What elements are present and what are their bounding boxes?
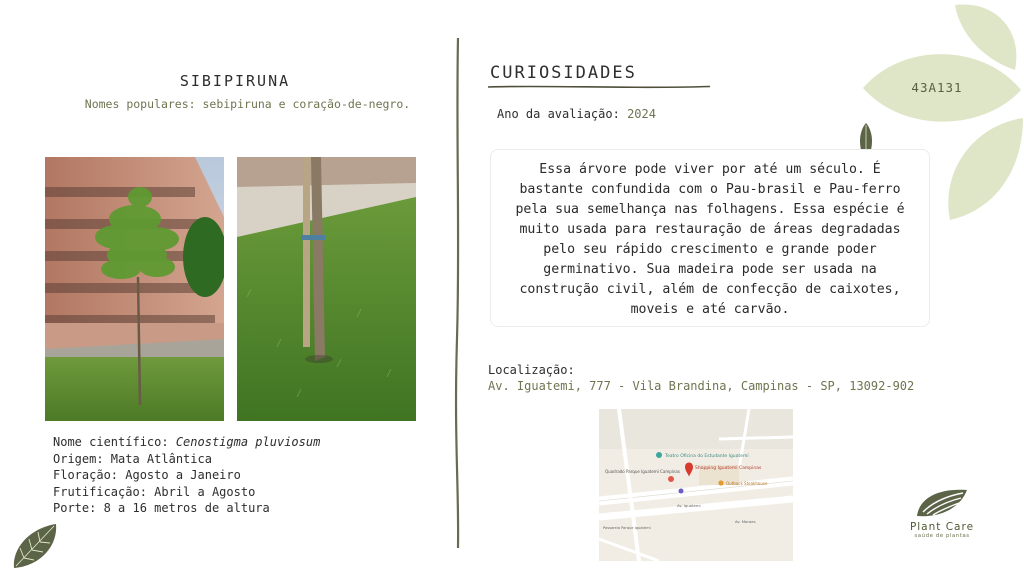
tree-code: 43A131 [911, 80, 963, 95]
poi-quadrado-label: Quadrado Parque Iguatemi Campinas [605, 469, 680, 474]
vertical-divider [452, 38, 464, 548]
street-passarela-label: Passarela Parque Iguatemi [603, 526, 651, 530]
location-map[interactable] [599, 409, 793, 561]
curiosities-title: CURIOSIDADES [490, 63, 637, 83]
poi-quadrado-marker [668, 476, 674, 482]
fruiting-row: Frutificação: Abril a Agosto [53, 484, 256, 499]
brand-logo-icon [913, 486, 971, 520]
location-label: Localização: [488, 363, 575, 377]
evaluation-year-value: 2024 [627, 107, 656, 121]
street-moraes-label: Av. Moraes [735, 519, 756, 524]
tree-photo-trunk [237, 157, 416, 421]
origin-row: Origem: Mata Atlântica [53, 451, 212, 466]
scientific-name-row [53, 434, 433, 451]
leaf-icon [10, 522, 60, 570]
location-address[interactable]: Av. Iguatemi, 777 - Vila Brandina, Campinas - SP, 13092-902 [488, 379, 915, 393]
size-row: Porte: 8 a 16 metros de altura [53, 501, 270, 515]
curiosities-text: Essa árvore pode viver por até um século. É bastante confundida com o Pau-brasil e Pau-ferro pela sua semelhança nas folhagens. Essa espécie é muito usada para restauração de áreas degradadas pelo seu rápido crescimento e grande poder germinativo. Sua madeira pode ser usada na construção civil, além de confecção de caixotes, moveis e até carvão. [490, 149, 930, 327]
poi-outback-label: Outback Steakhouse [726, 481, 768, 486]
evaluation-year-label: Ano da avaliação: [497, 107, 620, 121]
brand-name: Plant Care [909, 521, 975, 533]
species-title: SIBIPIRUNA [179, 72, 291, 90]
tree-photo-building [45, 157, 224, 421]
scientific-name-label: Nome científico: [53, 435, 169, 449]
title-underline [488, 84, 710, 90]
poi-shopping-label: Shopping Iguatemi Campinas [695, 466, 762, 471]
street-iguatemi-label: Av. Iguatemi [677, 503, 701, 508]
species-facts [53, 434, 433, 517]
scientific-name-value: Cenostigma pluviosum [175, 435, 321, 449]
popular-names: Nomes populares: sebipiruna e coração-de-negro. [84, 97, 411, 111]
poi-teatro-label: Teatro Oficina do Estudante Iguatemi [665, 454, 749, 459]
evaluation-year [497, 107, 656, 121]
brand-tagline: saúde de plantas [914, 533, 970, 539]
poi-outback-marker [718, 480, 723, 485]
flowering-row: Floração: Agosto a Janeiro [53, 468, 241, 482]
leaf-icon [855, 0, 1024, 230]
poi-teatro-marker [656, 452, 662, 458]
